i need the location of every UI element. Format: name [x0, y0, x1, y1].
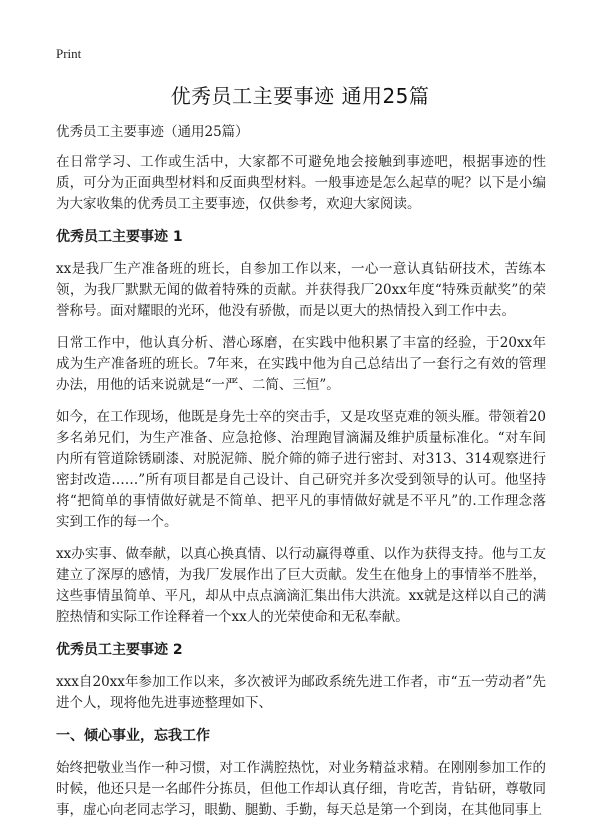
document-subtitle: 优秀员工主要事迹（通用25篇）: [56, 124, 249, 140]
section-paragraph: xxx自20xx年参加工作以来，多次被评为邮政系统先进工作者，市“五一劳动者”先进个人，现将他先进事迹整理如下、: [56, 674, 546, 711]
print-label: Print: [56, 46, 82, 61]
section-paragraph: 始终把敬业当作一种习惯，对工作满腔热忱，对业务精益求精。在刚刚参加工作的时候，他还只是一名邮件分拣员，但他工作却认真仔细，肯吃苦，肯钻研，尊敬同事，虚心向老同志学习，眼勤、腿勤、手勤，每天总是第一个到岗，在其他同事上: [56, 760, 546, 818]
section-paragraph: 日常工作中，他认真分析、潜心琢磨，在实践中他积累了丰富的经验，于20xx年成为生产准备班的班长。7年来，在实践中他为自己总结出了一套行之有效的管理办法，用他的话来说就是“一严、二简、三恒”。: [56, 335, 546, 393]
document-title: 优秀员工主要事迹 通用25篇: [170, 84, 430, 108]
section-heading: 优秀员工主要事迹 1: [56, 229, 183, 245]
document-body: [56, 122, 546, 828]
section-paragraph: 如今，在工作现场，他既是身先士卒的突击手，又是攻坚克难的领头雁。带领着20多名弟兄们，为生产准备、应急抢修、治理跑冒滴漏及维护质量标准化。“对车间内所有管道除锈刷漆、对脱泥筛、脱介筛的筛子进行密封、对313、314观察进行密封改造……”所有项目都是自己设计、自己研究并多次受到领导的认可。他坚持将“把简单的事情做好就是不简单、把平凡的事情做好就是不平凡”的.工作理念落实到工作的每一个。: [56, 409, 546, 530]
section-heading: 一、倾心事业，忘我工作: [56, 728, 210, 744]
section-paragraph: xx是我厂生产准备班的班长，自参加工作以来，一心一意认真钻研技术，苦练本领，为我厂默默无闻的做着特殊的贡献。并获得我厂20xx年度“特殊贡献奖”的荣誉称号。面对耀眼的光环，他没有骄傲，而是以更大的热情投入到工作中去。: [56, 261, 546, 319]
intro-paragraph: 在日常学习、工作或生活中，大家都不可避免地会接触到事迹吧，根据事迹的性质，可分为正面典型材料和反面典型材料。一般事迹是怎么起草的呢？以下是小编为大家收集的优秀员工主要事迹，仅供参考，欢迎大家阅读。: [56, 154, 546, 212]
section-paragraph: xx办实事、做奉献，以真心换真情、以行动赢得尊重、以作为获得支持。他与工友建立了深厚的感情，为我厂发展作出了巨大贡献。发生在他身上的事情举不胜举，这些事情虽简单、平凡，却从中点点滴滴汇集出伟大洪流。xx就是这样以自己的满腔热情和实际工作诠释着一个xx人的光荣使命和无私奉献。: [56, 546, 546, 625]
section-heading: 优秀员工主要事迹 2: [56, 642, 183, 658]
